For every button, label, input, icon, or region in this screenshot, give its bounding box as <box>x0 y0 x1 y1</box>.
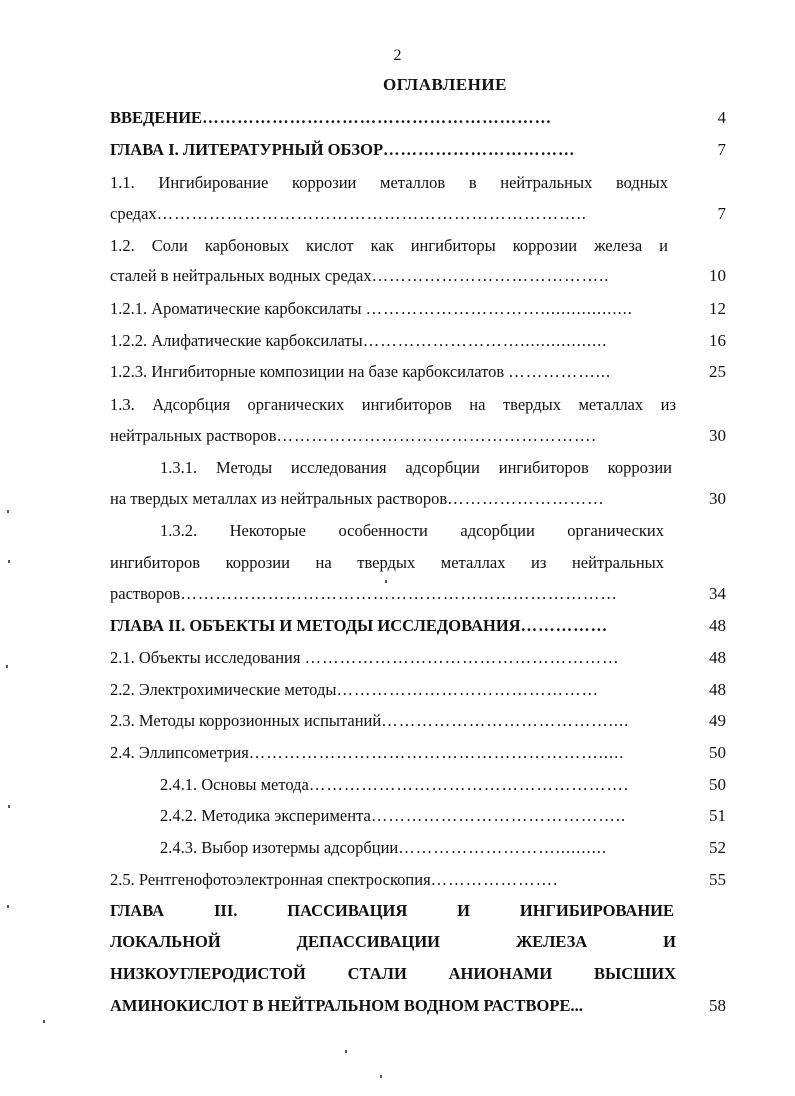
page-ref: 25 <box>709 362 726 381</box>
page-ref: 55 <box>709 870 726 889</box>
page-ref: 12 <box>709 299 726 318</box>
toc-entry-2-5 <box>110 870 558 890</box>
entry-label: растворов <box>110 584 181 603</box>
entry-label: 2.1. Объекты исследования <box>110 648 305 667</box>
entry-label: нейтральных растворов <box>110 426 277 445</box>
dot-leader: ……………………………………………… <box>304 648 620 667</box>
toc-entry-chapter-2 <box>110 616 608 636</box>
dot-leader: …………… <box>520 616 609 635</box>
page-ref: 48 <box>709 616 726 635</box>
dot-leader: ………………………………….. <box>371 266 610 285</box>
dot-leader: ……………………………………… <box>336 680 599 699</box>
toc-entry-2-4-3 <box>160 838 607 858</box>
entry-label: 2.4.1. Основы метода <box>160 775 309 794</box>
entry-label: 1.2.1. Ароматические карбоксилаты <box>110 299 366 318</box>
toc-entry-introduction <box>110 108 552 128</box>
toc-entry-chapter-3-line1: ГЛАВА III. ПАССИВАЦИЯ И ИНГИБИРОВАНИЕ <box>110 901 674 920</box>
entry-label: 2.2. Электрохимические методы <box>110 680 337 699</box>
dot-leader: ………………………………………………. <box>308 775 629 794</box>
page-ref: 50 <box>709 743 726 762</box>
scan-speck <box>7 905 9 908</box>
toc-entry-2-1 <box>110 648 620 668</box>
entry-label: ГЛАВА II. ОБЪЕКТЫ И МЕТОДЫ ИССЛЕДОВАНИЯ <box>110 616 521 635</box>
page-ref: 48 <box>709 680 726 699</box>
dot-leader: …………………………………….. <box>370 806 627 825</box>
dot-leader: ………………………………………………. <box>276 426 597 445</box>
dot-leader: ……………... <box>508 362 612 381</box>
entry-label: 2.4. Эллипсометрия <box>110 743 249 762</box>
scan-speck <box>43 1020 45 1023</box>
page-ref: 48 <box>709 648 726 667</box>
toc-entry-1-3-2-line3 <box>110 584 618 604</box>
toc-entry-1-2-2 <box>110 331 607 351</box>
toc-entry-1-3-2-line1: 1.3.2. Некоторые особенности адсорбции органических <box>160 521 664 540</box>
entry-label: ГЛАВА I. ЛИТЕРАТУРНЫЙ ОБЗОР <box>110 140 384 159</box>
page-ref: 30 <box>709 489 726 508</box>
toc-entry-1-3-1-line2 <box>110 489 605 509</box>
toc-entry-1-3-1-line1: 1.3.1. Методы исследования адсорбции ингибиторов коррозии <box>160 458 672 477</box>
scan-speck <box>8 560 10 563</box>
toc-entry-2-2 <box>110 680 599 700</box>
dot-leader: ………………………………….... <box>381 711 630 730</box>
toc-entry-1-2-line2 <box>110 266 609 286</box>
page-number: 2 <box>393 47 402 64</box>
toc-entry-1-3-line2 <box>110 426 597 446</box>
entry-label: 2.5. Рентгенофотоэлектронная спектроскопия <box>110 870 431 889</box>
page-ref: 10 <box>709 266 726 285</box>
page-ref: 34 <box>709 584 726 603</box>
toc-entry-1-2-3 <box>110 362 611 382</box>
dot-leader: ……………………………………………………………….. <box>156 204 587 223</box>
toc-title: ОГЛАВЛЕНИЕ <box>383 75 507 94</box>
scan-speck <box>8 805 10 808</box>
dot-leader: ………………………................. <box>362 331 608 350</box>
entry-label: сталей в нейтральных водных средах <box>110 266 372 285</box>
toc-entry-1-2-line1: 1.2. Соли карбоновых кислот как ингибиторы коррозии железа и <box>110 236 668 255</box>
dot-leader: ………………………….................. <box>365 299 633 318</box>
page-ref: 30 <box>709 426 726 445</box>
page-ref: 4 <box>717 108 726 127</box>
toc-entry-1-3-2-line2: ингибиторов коррозии на твердых металлах из нейтральных <box>110 553 664 572</box>
entry-label: 1.2.2. Алифатические карбоксилаты <box>110 331 363 350</box>
entry-label: 2.4.2. Методика эксперимента <box>160 806 371 825</box>
toc-entry-2-4 <box>110 743 624 763</box>
dot-leader: ……………………… <box>447 489 605 508</box>
dot-leader: …………………. <box>430 870 559 889</box>
dot-leader: ………………………………………………………………… <box>180 584 618 603</box>
toc-entry-2-4-1 <box>160 775 629 795</box>
dot-leader: …………………………………………………… <box>202 108 553 127</box>
toc-entry-1-2-1 <box>110 299 633 319</box>
page-ref: 49 <box>709 711 726 730</box>
toc-entry-2-3 <box>110 711 629 731</box>
page-ref: 7 <box>717 204 726 223</box>
entry-label: 2.3. Методы коррозионных испытаний <box>110 711 382 730</box>
toc-entry-1-3-line1: 1.3. Адсорбция органических ингибиторов на твердых металлах из <box>110 395 676 414</box>
page-ref: 52 <box>709 838 726 857</box>
page-ref: 58 <box>709 996 726 1015</box>
toc-entry-chapter-3-line2: ЛОКАЛЬНОЙ ДЕПАССИВАЦИИ ЖЕЛЕЗА И <box>110 932 676 951</box>
entry-label: ВВЕДЕНИЕ <box>110 108 203 127</box>
toc-entry-2-4-2 <box>160 806 626 826</box>
dot-leader: ……………………………………………………..... <box>248 743 625 762</box>
page-ref: 50 <box>709 775 726 794</box>
scan-speck <box>345 1050 347 1053</box>
scan-speck <box>7 510 9 513</box>
scan-speck <box>6 665 8 668</box>
toc-entry-chapter-3-line3: НИЗКОУГЛЕРОДИСТОЙ СТАЛИ АНИОНАМИ ВЫСШИХ <box>110 964 676 983</box>
toc-entry-chapter-3-line4: АМИНОКИСЛОТ В НЕЙТРАЛЬНОМ ВОДНОМ РАСТВОРЕ... <box>110 996 583 1015</box>
page-ref: 51 <box>709 806 726 825</box>
entry-label: 1.2.3. Ингибиторные композиции на базе карбоксилатов <box>110 362 509 381</box>
scan-speck <box>385 580 387 583</box>
page-ref: 7 <box>717 140 726 159</box>
dot-leader: ……………………….......... <box>398 838 608 857</box>
page-ref: 16 <box>709 331 726 350</box>
toc-entry-chapter-1 <box>110 140 576 160</box>
toc-entry-1-1-line1: 1.1. Ингибирование коррозии металлов в нейтральных водных <box>110 173 668 192</box>
entry-label: на твердых металлах из нейтральных растворов <box>110 489 448 508</box>
scan-speck <box>380 1075 382 1078</box>
entry-label: 2.4.3. Выбор изотермы адсорбции <box>160 838 399 857</box>
entry-label: средах <box>110 204 157 223</box>
toc-entry-1-1-line2 <box>110 204 587 224</box>
dot-leader: …………………………… <box>383 140 576 159</box>
